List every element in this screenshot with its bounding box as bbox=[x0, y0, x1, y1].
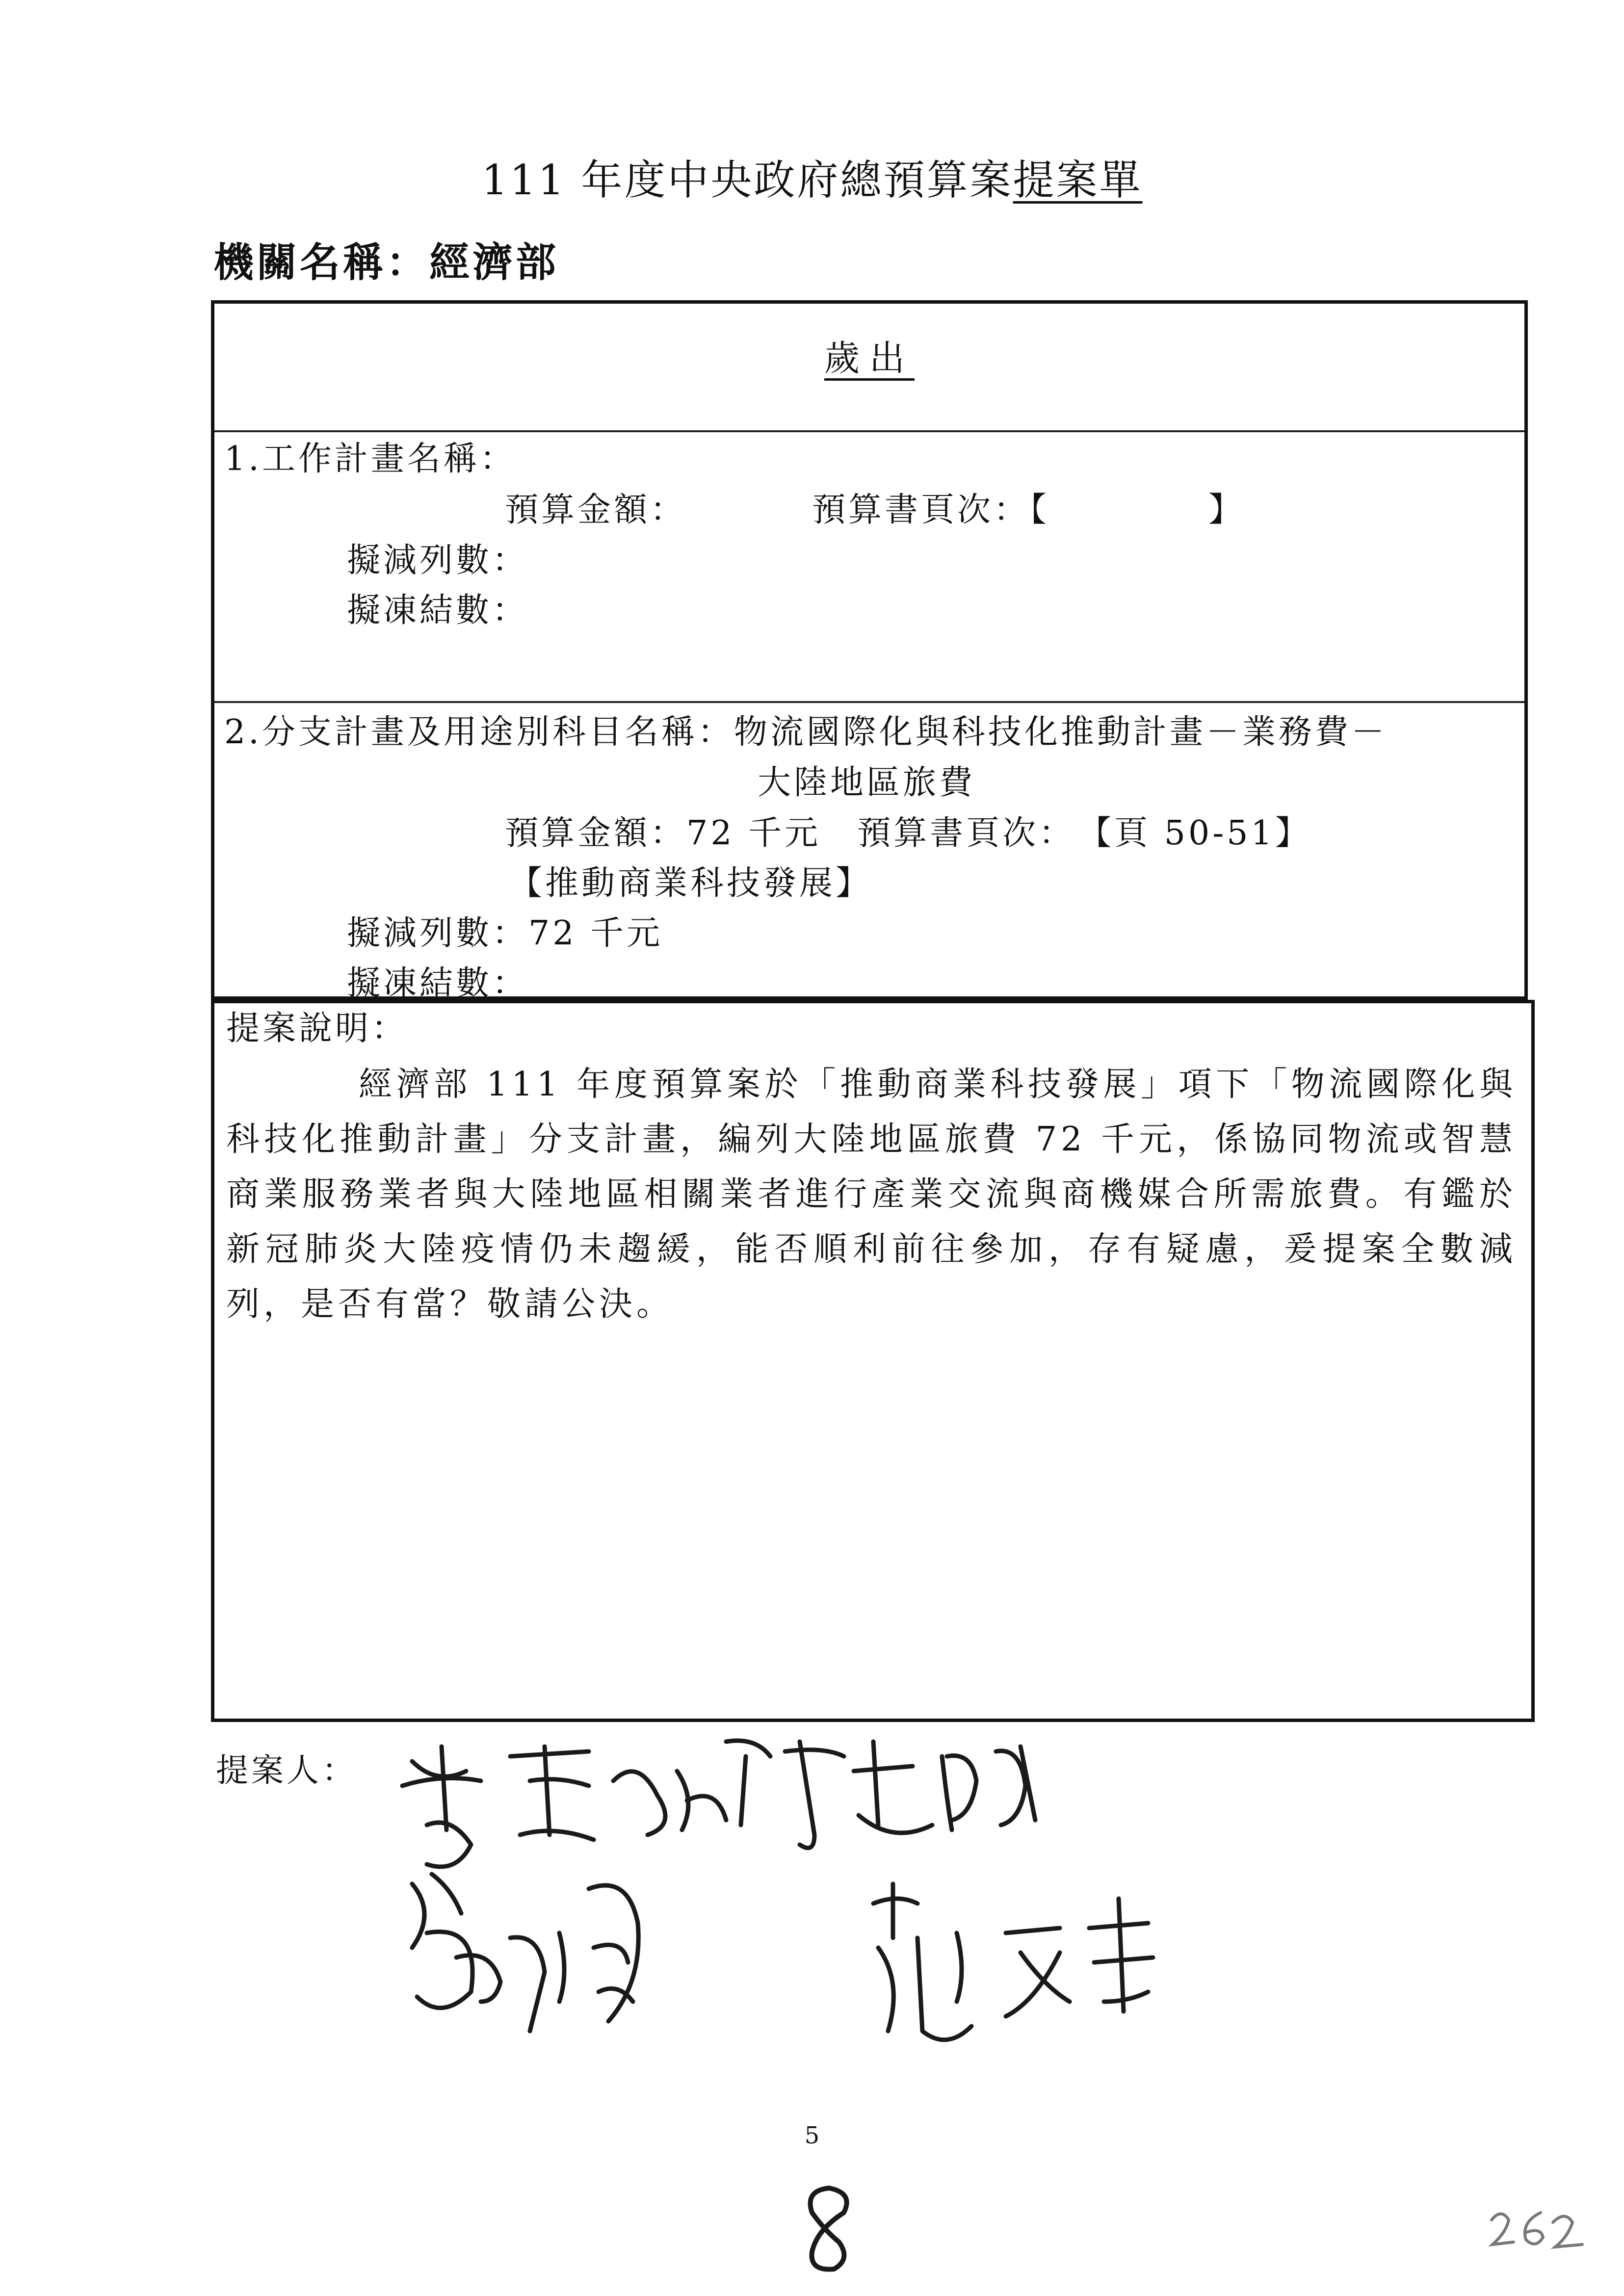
section-heading bbox=[214, 338, 1524, 379]
explanation-label: 提案說明： bbox=[226, 1009, 408, 1048]
explanation-box bbox=[211, 1000, 1535, 1722]
signature-li-guimin bbox=[402, 1747, 726, 1867]
item2-budget-line: 預算金額：72 千元 預算書頁次： 【頁 50-51】 bbox=[505, 814, 1311, 853]
explanation-body: 經濟部 111 年度預算案於「推動商業科技發展」項下「物流國際化與科技化推動計畫」分支計畫，編列大陸地區旅費 72 千元，係協同物流或智慧商業服務業者與大陸地區相關業者進行產業交流與商機媒合所需旅費。有鑑於新冠肺炎大陸疫情仍未趨緩，能否順利前往參加，存有疑慮，爰提案全數減列，是否有當？敬請公決。 bbox=[226, 1065, 1517, 1324]
item2-title: 2.分支計畫及用途別科目名稱：物流國際化與科技化推動計畫－業務費－ bbox=[224, 713, 1388, 752]
row-divider bbox=[214, 701, 1524, 703]
document-title bbox=[0, 147, 1624, 207]
agency-line bbox=[213, 231, 559, 288]
row-divider bbox=[214, 430, 1524, 432]
agency-label: 機關名稱： bbox=[213, 239, 430, 286]
signature-lai-shibao bbox=[412, 1874, 638, 2031]
signature-chen-chaoming bbox=[726, 1741, 1035, 1848]
item2-cut-line: 擬減列數：72 千元 bbox=[347, 914, 663, 953]
section-heading-text: 歲出 bbox=[824, 338, 915, 379]
handwritten-stamp-number bbox=[1487, 2203, 1585, 2257]
agency-value: 經濟部 bbox=[429, 239, 559, 286]
signature-kong-wenji bbox=[873, 1884, 1153, 2040]
item2-title-cont: 大陸地區旅費 bbox=[758, 763, 976, 802]
budget-form-table bbox=[211, 300, 1528, 1003]
title-main: 111 年度中央政府總預算案 bbox=[481, 156, 1013, 204]
item1-cut-label: 擬減列數： bbox=[347, 541, 529, 580]
item2-freeze-label: 擬凍結數： bbox=[347, 964, 529, 1003]
item1-budget-amount-label: 預算金額： bbox=[505, 491, 687, 529]
item1-budget-page-label: 預算書頁次：【 bbox=[812, 491, 1050, 529]
item1-freeze-label: 擬凍結數： bbox=[347, 591, 529, 630]
item2-program: 【推動商業科技發展】 bbox=[509, 864, 872, 903]
proposer-label: 提案人： bbox=[216, 1751, 357, 1789]
title-underlined: 提案單 bbox=[1013, 156, 1143, 204]
handwritten-signatures bbox=[383, 1727, 1256, 2070]
page-number: 5 bbox=[804, 2122, 820, 2149]
item1-title: 1.工作計畫名稱： bbox=[224, 440, 516, 478]
handwritten-page-number bbox=[795, 2178, 864, 2276]
item1-budget-page-close: 】 bbox=[1208, 491, 1245, 529]
